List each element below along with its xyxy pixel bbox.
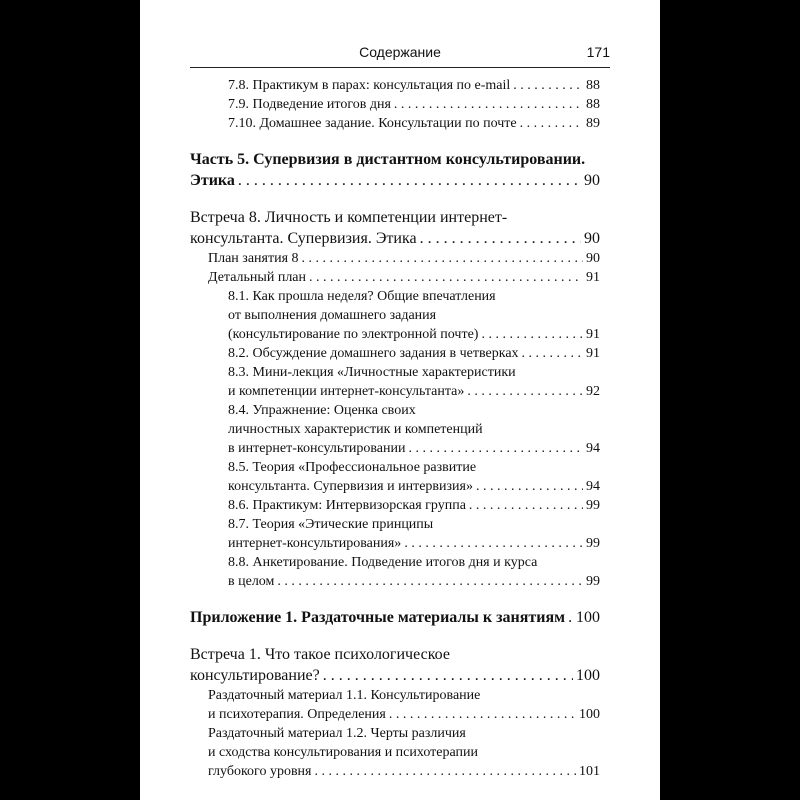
right-black-border: [660, 0, 800, 800]
entry-page: 99: [586, 536, 600, 551]
entry-text: глубокого уровня: [208, 764, 312, 779]
entry-text: 7.8. Практикум в парах: консультация по e-mail: [228, 78, 511, 93]
part-heading: Часть 5. Супервизия в дистантном консультировании.: [190, 151, 586, 168]
entry-text: от выполнения домашнего задания: [228, 308, 437, 323]
entry-page: 99: [586, 498, 600, 513]
toc-entry: [190, 344, 600, 363]
toc-entry: [190, 705, 600, 724]
entry-page: 100: [576, 609, 600, 626]
entry-text: План занятия 8: [208, 251, 299, 266]
toc-entry: [190, 382, 600, 401]
toc-entry: [190, 76, 600, 95]
entry-page: 94: [586, 479, 600, 494]
entry-text: 8.1. Как прошла неделя? Общие впечатления: [228, 289, 496, 304]
toc-entry: [190, 534, 600, 553]
left-black-border: [0, 0, 140, 800]
entry-page: 91: [586, 270, 600, 285]
table-of-contents: [190, 76, 600, 781]
entry-page: 100: [576, 667, 600, 684]
entry-text: и компетенции интернет-консультанта»: [228, 384, 465, 399]
entry-text: консультанта. Супервизия. Этика: [190, 230, 417, 247]
book-page: [140, 0, 660, 800]
entry-text: 8.5. Теория «Профессиональное развитие: [228, 460, 477, 475]
entry-page: 100: [579, 707, 600, 722]
entry-text: консультанта. Супервизия и интервизия»: [228, 479, 473, 494]
entry-text: Этика: [190, 172, 235, 189]
toc-entry: [190, 95, 600, 114]
toc-entry: [190, 325, 600, 344]
entry-text: 7.10. Домашнее задание. Консультации по почте: [228, 116, 517, 131]
entry-page: 90: [584, 230, 600, 247]
toc-entry: [190, 665, 600, 686]
entry-text: Раздаточный материал 1.1. Консультирование: [208, 688, 481, 703]
toc-entry: [190, 572, 600, 591]
toc-entry: [190, 228, 600, 249]
entry-text: в интернет-консультировании: [228, 441, 406, 456]
toc-entry: [190, 114, 600, 133]
toc-entry: [190, 607, 600, 628]
meeting-heading: Встреча 1. Что такое психологическое: [190, 646, 450, 663]
header-page-number: 171: [586, 44, 610, 60]
entry-page: 92: [586, 384, 600, 399]
entry-page: 94: [586, 441, 600, 456]
header-rule: [190, 67, 610, 68]
entry-text: 8.7. Теория «Этические принципы: [228, 517, 434, 532]
entry-page: 89: [586, 116, 600, 131]
entry-text: в целом: [228, 574, 275, 589]
entry-text: консультирование?: [190, 667, 320, 684]
entry-text: (консультирование по электронной почте): [228, 327, 479, 342]
running-header: [190, 44, 610, 66]
entry-text: личностных характеристик и компетенций: [228, 422, 483, 437]
entry-text: 8.3. Мини-лекция «Личностные характеристики: [228, 365, 516, 380]
entry-page: 88: [586, 78, 600, 93]
toc-entry: [190, 249, 600, 268]
meeting-heading: Встреча 8. Личность и компетенции интернет-: [190, 209, 508, 226]
toc-entry: [190, 477, 600, 496]
entry-page: 90: [586, 251, 600, 266]
toc-entry: [190, 439, 600, 458]
toc-entry: [190, 496, 600, 515]
entry-page: 90: [584, 172, 600, 189]
entry-text: 8.4. Упражнение: Оценка своих: [228, 403, 416, 418]
toc-entry: [190, 268, 600, 287]
entry-page: 91: [586, 346, 600, 361]
entry-page: 88: [586, 97, 600, 112]
toc-entry: [190, 762, 600, 781]
entry-text: 7.9. Подведение итогов дня: [228, 97, 391, 112]
toc-entry: [190, 170, 600, 191]
entry-text: интернет-консультирования»: [228, 536, 402, 551]
entry-text: 8.2. Обсуждение домашнего задания в четверках: [228, 346, 519, 361]
entry-page: 91: [586, 327, 600, 342]
appendix-heading: Приложение 1. Раздаточные материалы к занятиям: [190, 609, 566, 626]
entry-text: 8.8. Анкетирование. Подведение итогов дня и курса: [228, 555, 538, 570]
entry-text: и сходства консультирования и психотерапии: [208, 745, 478, 760]
entry-text: и психотерапия. Определения: [208, 707, 386, 722]
entry-text: Раздаточный материал 1.2. Черты различия: [208, 726, 466, 741]
entry-text: Детальный план: [208, 270, 307, 285]
entry-text: 8.6. Практикум: Интервизорская группа: [228, 498, 466, 513]
header-title: Содержание: [359, 44, 441, 60]
entry-page: 101: [579, 764, 600, 779]
entry-page: 99: [586, 574, 600, 589]
